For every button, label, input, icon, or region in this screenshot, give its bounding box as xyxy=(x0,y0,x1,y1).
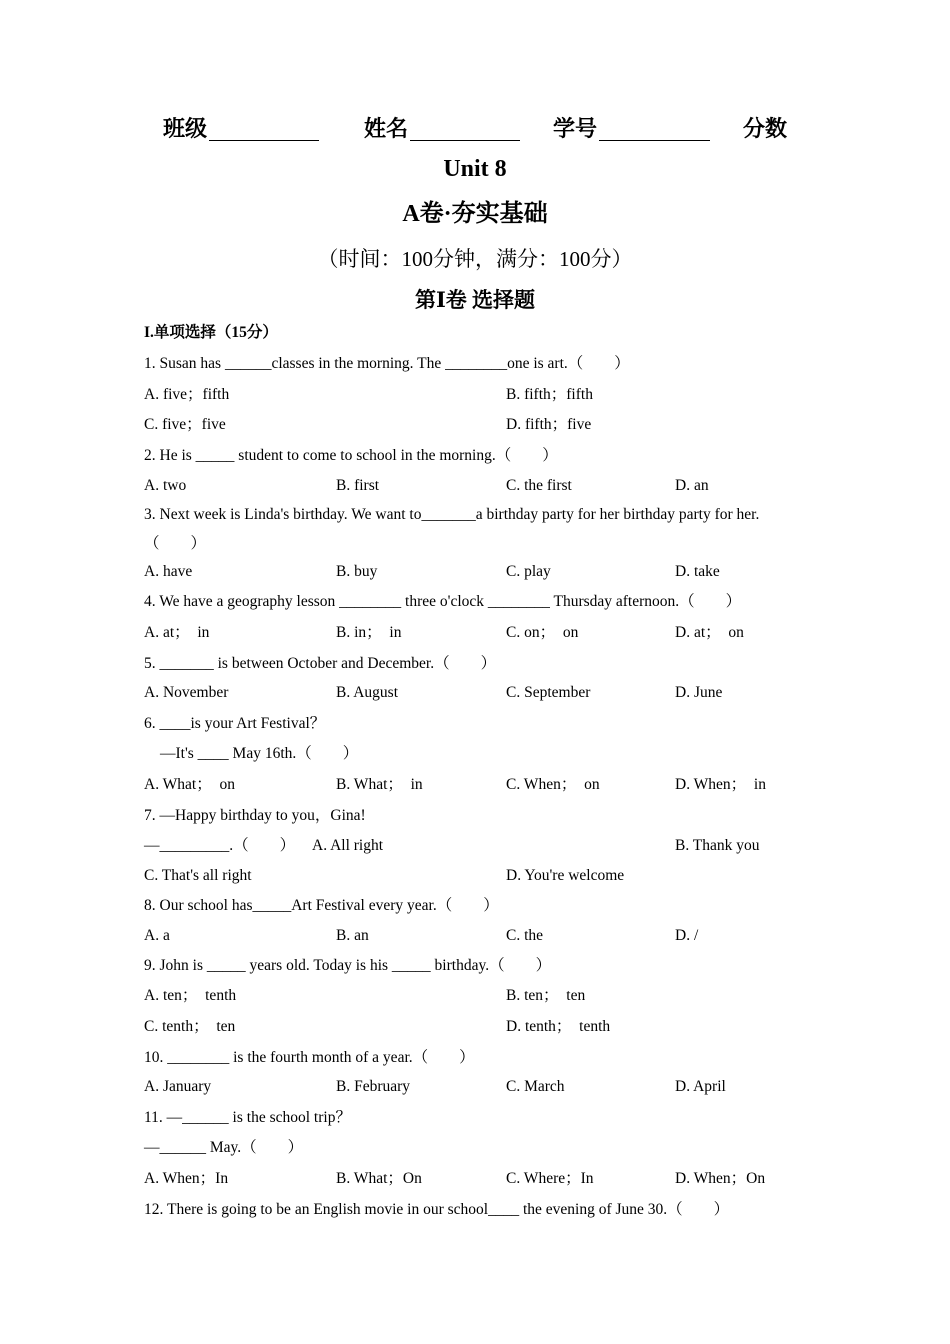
option-row xyxy=(0,475,950,497)
option-d[interactable]: D. at； on xyxy=(675,624,744,641)
option-a[interactable]: A. When；In xyxy=(144,1170,229,1187)
question-stem-continued: —______ May.（ ） xyxy=(144,1139,304,1156)
option-b[interactable]: B. first xyxy=(336,477,380,494)
option-row xyxy=(0,774,950,796)
part-title: 第Ⅰ卷 选择题 xyxy=(414,288,536,312)
option-a[interactable]: A. November xyxy=(144,684,229,701)
score-label: 分数 xyxy=(743,116,788,141)
option-row xyxy=(0,865,950,887)
option-row xyxy=(0,1168,950,1190)
option-b[interactable]: B. an xyxy=(336,927,369,944)
option-row xyxy=(0,985,950,1007)
question-stem: 12. There is going to be an English movie in our school____ the evening of June 30.（ ） xyxy=(144,1201,730,1218)
option-c[interactable]: C. September xyxy=(506,684,591,701)
option-row xyxy=(0,414,950,436)
name-label: 姓名 xyxy=(364,116,409,141)
option-d[interactable]: D. April xyxy=(675,1078,726,1095)
option-c[interactable]: C. play xyxy=(506,563,551,580)
option-c[interactable]: C. five；five xyxy=(144,416,226,433)
option-b[interactable]: B. fifth；fifth xyxy=(506,386,593,403)
question-stem: 6. ____is your Art Festival？ xyxy=(144,715,326,732)
option-a[interactable]: A. January xyxy=(144,1078,212,1095)
option-a[interactable]: A. two xyxy=(144,477,187,494)
option-c[interactable]: C. Where；In xyxy=(506,1170,594,1187)
option-b[interactable]: B. buy xyxy=(336,563,378,580)
option-d[interactable]: D. an xyxy=(675,477,709,494)
paper-title: A卷·夯实基础 xyxy=(402,201,548,227)
option-row xyxy=(0,1076,950,1098)
option-c[interactable]: C. That's all right xyxy=(144,867,252,884)
question-stem: 1. Susan has ______classes in the morning. The ________one is art.（ ） xyxy=(144,355,630,372)
option-d[interactable]: D. When； in xyxy=(675,776,766,793)
option-a[interactable]: A. a xyxy=(144,927,170,944)
option-row xyxy=(0,1016,950,1038)
option-c[interactable]: C. the xyxy=(506,927,544,944)
option-d[interactable]: D. / xyxy=(675,927,699,944)
option-row xyxy=(0,384,950,406)
option-c[interactable]: C. March xyxy=(506,1078,565,1095)
question-stem: 9. John is _____ years old. Today is his _____ birthday.（ ） xyxy=(144,957,552,974)
class-label: 班级 xyxy=(163,116,208,141)
question-stem-continued: （ ） xyxy=(144,535,207,552)
question-stem: 4. We have a geography lesson ________ three o'clock ________ Thursday afternoon.（ ） xyxy=(144,593,742,610)
option-a[interactable]: A. five；fifth xyxy=(144,386,230,403)
option-b[interactable]: B. February xyxy=(336,1078,411,1095)
question-stem-continued: —_________.（ ） A. All right B. Thank you xyxy=(0,835,950,857)
option-c[interactable]: C. tenth； ten xyxy=(144,1018,236,1035)
option-row xyxy=(0,561,950,583)
question-stem: 7. —Happy birthday to you，Gina! xyxy=(144,807,366,824)
option-row xyxy=(0,682,950,704)
option-d[interactable]: D. June xyxy=(675,684,723,701)
option-row xyxy=(0,622,950,644)
option-a[interactable]: A. All right xyxy=(312,837,384,854)
option-row xyxy=(0,925,950,947)
name-blank[interactable] xyxy=(410,140,520,141)
time-info: （时间：100分钟，满分：100分） xyxy=(317,247,633,271)
option-c[interactable]: C. on； on xyxy=(506,624,579,641)
option-a[interactable]: A. at； in xyxy=(144,624,210,641)
option-d[interactable]: D. You're welcome xyxy=(506,867,625,884)
option-b[interactable]: B. ten； ten xyxy=(506,987,586,1004)
student-info-header xyxy=(0,114,950,144)
option-d[interactable]: D. tenth； tenth xyxy=(506,1018,611,1035)
option-c[interactable]: C. When； on xyxy=(506,776,600,793)
class-blank[interactable] xyxy=(209,140,319,141)
option-b[interactable]: B. August xyxy=(336,684,399,701)
option-b[interactable]: B. What； in xyxy=(336,776,423,793)
option-a[interactable]: A. have xyxy=(144,563,193,580)
question-stem-continued: —It's ____ May 16th.（ ） xyxy=(160,745,359,762)
question-stem: 5. _______ is between October and December.（ ） xyxy=(144,655,497,672)
section-title: I.单项选择（15分） xyxy=(144,324,278,341)
option-b[interactable]: B. in； in xyxy=(336,624,402,641)
option-d[interactable]: D. take xyxy=(675,563,720,580)
question-stem: 8. Our school has_____Art Festival every year.（ ） xyxy=(144,897,499,914)
option-a[interactable]: A. What； on xyxy=(144,776,235,793)
option-d[interactable]: D. fifth；five xyxy=(506,416,592,433)
unit-title: Unit 8 xyxy=(443,156,507,182)
student-number-label: 学号 xyxy=(553,116,598,141)
option-c[interactable]: C. the first xyxy=(506,477,572,494)
option-d[interactable]: D. When；On xyxy=(675,1170,766,1187)
student-number-blank[interactable] xyxy=(599,140,710,141)
option-b[interactable]: B. Thank you xyxy=(675,837,760,854)
option-b[interactable]: B. What；On xyxy=(336,1170,422,1187)
question-stem: 11. —______ is the school trip？ xyxy=(144,1109,351,1126)
question-stem: 2. He is _____ student to come to school in the morning.（ ） xyxy=(144,447,558,464)
option-a[interactable]: A. ten； tenth xyxy=(144,987,237,1004)
question-stem: 3. Next week is Linda's birthday. We want to_______a birthday party for her birthday party for her. xyxy=(144,506,760,523)
question-stem: 10. ________ is the fourth month of a year.（ ） xyxy=(144,1049,475,1066)
